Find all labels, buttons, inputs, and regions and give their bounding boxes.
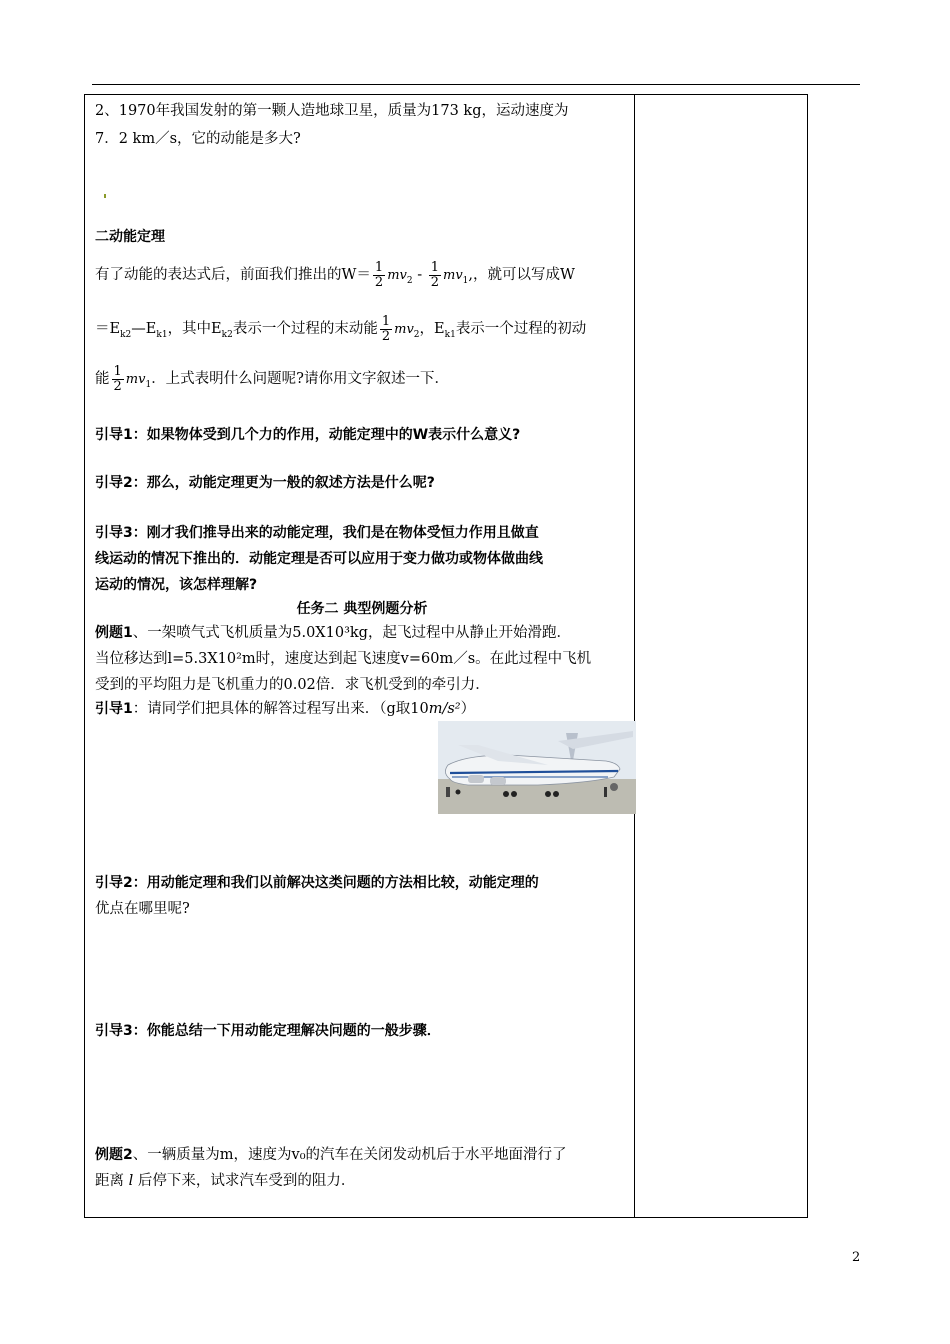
section2-para3: 能 $\frac{1}{2}$ $mv_1$．上式表明什么问题呢?请你用文字叙述一下．	[95, 363, 449, 394]
fraction-half: $\frac{1}{2}$	[430, 259, 439, 290]
task2-heading: 任务二 典型例题分析	[296, 601, 428, 617]
example1-line3: 受到的平均阻力是飞机重力的0.02倍．求飞机受到的牵引力．	[95, 677, 490, 693]
example1-guide2-line1: 引导2：用动能定理和我们以前解决这类问题的方法相比较，动能定理的	[95, 875, 539, 891]
section2-guide3-line2: 线运动的情况下推出的．动能定理是否可以应用于变力做功或物体做曲线	[95, 551, 543, 567]
section2-para1: 有了动能的表达式后，前面我们推出的W＝ $\frac{1}{2}$ $mv_2$ - $\frac{1}{2}$ $mv_1$,，就可以写成W	[95, 259, 575, 290]
section2-guide2: 引导2：那么，动能定理更为一般的叙述方法是什么呢?	[95, 475, 435, 491]
column-divider	[634, 95, 635, 1217]
fraction-half: $\frac{1}{2}$	[113, 363, 122, 394]
lesson-table	[84, 94, 808, 1218]
page-number: 2	[852, 1250, 861, 1265]
section2-guide1: 引导1：如果物体受到几个力的作用，动能定理中的W表示什么意义?	[95, 427, 521, 443]
exercise2-line2: 7．2 km／s，它的动能是多大?	[95, 131, 301, 147]
header-rule	[92, 84, 860, 85]
exercise2-line1: 2、1970年我国发射的第一颗人造地球卫星，质量为173 kg，运动速度为	[95, 103, 569, 119]
airplane-icon	[438, 721, 636, 814]
fraction-half: $\frac{1}{2}$	[381, 313, 391, 344]
example1-line2: 当位移达到l=5.3X10²m时，速度达到起飞速度v=60m／s。在此过程中飞机	[95, 651, 592, 667]
fraction-half: $\frac{1}{2}$	[374, 259, 384, 290]
example1-guide3: 引导3：你能总结一下用动能定理解决问题的一般步骤．	[95, 1023, 441, 1039]
example2-line1: 例题2、一辆质量为m，速度为v₀的汽车在关闭发动机后于水平地面滑行了	[95, 1147, 567, 1163]
section2-heading: 二动能定理	[95, 229, 165, 245]
example1-guide1: 引导1：请同学们把具体的解答过程写出来．（g取10m/s²）	[95, 701, 476, 717]
example2-line2: 距离 l 后停下来，试求汽车受到的阻力．	[95, 1173, 356, 1189]
section2-guide3-line3: 运动的情况，该怎样理解?	[95, 577, 258, 593]
section2-para2: $=E_{k2}—E_{k1}$，其中$E_{k2}$表示一个过程的末动能 $\frac{1}{2}$ $mv_2$，$E_{k1}$表示一个过程的初动	[95, 313, 587, 344]
section2-guide3-line1: 引导3：刚才我们推导出来的动能定理，我们是在物体受恒力作用且做直	[95, 525, 539, 541]
example1-guide2-line2: 优点在哪里呢?	[95, 901, 190, 917]
example1-line1: 例题1、一架喷气式飞机质量为5.0X10³kg，起飞过程中从静止开始滑跑．	[95, 625, 571, 641]
marker-dot	[104, 194, 106, 198]
airplane-photo	[438, 721, 636, 814]
